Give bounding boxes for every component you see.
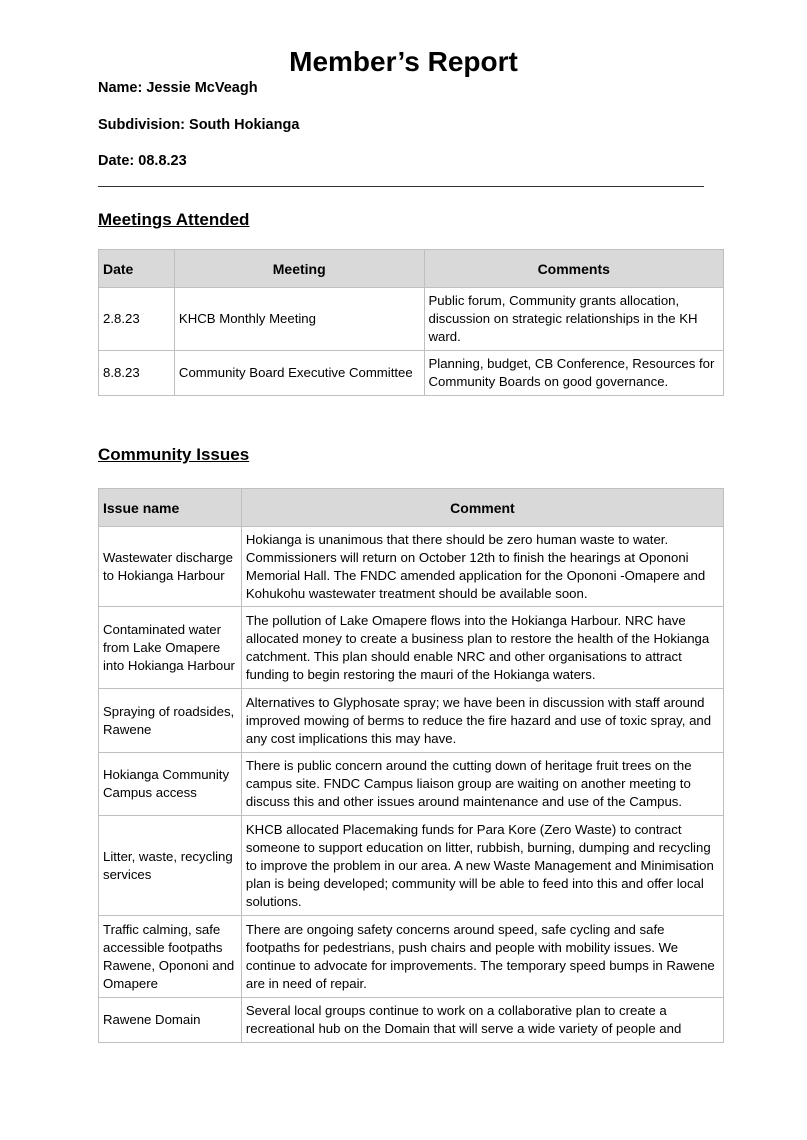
issue-comment: The pollution of Lake Omapere flows into the Hokianga Harbour. NRC have allocated money to create a business plan to restore the health of the Hokianga catchment. This plan should enable NRC and other organisations to attract funding to begin restoring the mauri of the Hokianga waters. bbox=[241, 607, 723, 689]
meetings-header-row bbox=[99, 250, 724, 288]
subdivision: Subdivision: South Hokianga bbox=[98, 117, 300, 133]
page-title: Member’s Report bbox=[289, 46, 518, 77]
meeting-date: 2.8.23 bbox=[99, 288, 175, 351]
meeting-comments: Planning, budget, CB Conference, Resources for Community Boards on good governance. bbox=[424, 351, 724, 396]
issue-name: Rawene Domain bbox=[99, 998, 242, 1043]
table-row bbox=[99, 916, 724, 998]
col-header-meeting: Meeting bbox=[174, 250, 424, 288]
issue-comment: There is public concern around the cutting down of heritage fruit trees on the campus site. FNDC Campus liaison group are waiting on another meeting to discuss this and other issues around maintenance and use of the Campus. bbox=[241, 753, 723, 816]
col-header-date: Date bbox=[99, 250, 175, 288]
table-row bbox=[99, 998, 724, 1043]
table-row bbox=[99, 689, 724, 753]
issue-name: Traffic calming, safe accessible footpaths Rawene, Opononi and Omapere bbox=[99, 916, 242, 998]
col-header-comment: Comment bbox=[241, 489, 723, 527]
meeting-name: KHCB Monthly Meeting bbox=[174, 288, 424, 351]
table-row bbox=[99, 351, 724, 396]
issue-comment: Several local groups continue to work on a collaborative plan to create a recreational hub on the Domain that will serve a wide variety of people and bbox=[241, 998, 723, 1043]
issue-name: Spraying of roadsides, Rawene bbox=[99, 689, 242, 753]
report-date: Date: 08.8.23 bbox=[98, 153, 187, 169]
meeting-comments: Public forum, Community grants allocation, discussion on strategic relationships in the KH ward. bbox=[424, 288, 724, 351]
meetings-table bbox=[98, 249, 724, 396]
col-header-comments: Comments bbox=[424, 250, 724, 288]
issue-comment: Alternatives to Glyphosate spray; we have been in discussion with staff around improved mowing of berms to reduce the fire hazard and use of toxic spray, and any cost implications this may have. bbox=[241, 689, 723, 753]
meetings-heading: Meetings Attended bbox=[98, 210, 250, 229]
issue-name: Litter, waste, recycling services bbox=[99, 816, 242, 916]
issue-comment: Hokianga is unanimous that there should be zero human waste to water. Commissioners will return on October 12th to finish the hearings at Opononi Memorial Hall. The FNDC amended application for the Opononi -Omapere and Kohukohu wastewater treatment should be available soon. bbox=[241, 527, 723, 607]
meeting-name: Community Board Executive Committee bbox=[174, 351, 424, 396]
issue-comment: KHCB allocated Placemaking funds for Para Kore (Zero Waste) to contract someone to support education on litter, rubbish, burning, dumping and recycling to improve the problem in our area. A new Waste Management and Minimisation plan is being developed; community will be able to feed into this and offer local solutions. bbox=[241, 816, 723, 916]
table-row bbox=[99, 607, 724, 689]
issue-comment: There are ongoing safety concerns around speed, safe cycling and safe footpaths for pedestrians, push chairs and people with mobility issues. We continue to advocate for improvements. The temporary speed bumps in Rawene are in need of repair. bbox=[241, 916, 723, 998]
table-row bbox=[99, 753, 724, 816]
issue-name: Hokianga Community Campus access bbox=[99, 753, 242, 816]
issue-name: Wastewater discharge to Hokianga Harbour bbox=[99, 527, 242, 607]
member-name: Name: Jessie McVeagh bbox=[98, 80, 258, 96]
meeting-date: 8.8.23 bbox=[99, 351, 175, 396]
col-header-issue-name: Issue name bbox=[99, 489, 242, 527]
table-row bbox=[99, 527, 724, 607]
divider bbox=[98, 186, 704, 187]
issues-heading: Community Issues bbox=[98, 445, 250, 464]
table-row bbox=[99, 288, 724, 351]
table-row bbox=[99, 816, 724, 916]
issues-header-row bbox=[99, 489, 724, 527]
issues-table bbox=[98, 488, 724, 1043]
issue-name: Contaminated water from Lake Omapere into Hokianga Harbour bbox=[99, 607, 242, 689]
